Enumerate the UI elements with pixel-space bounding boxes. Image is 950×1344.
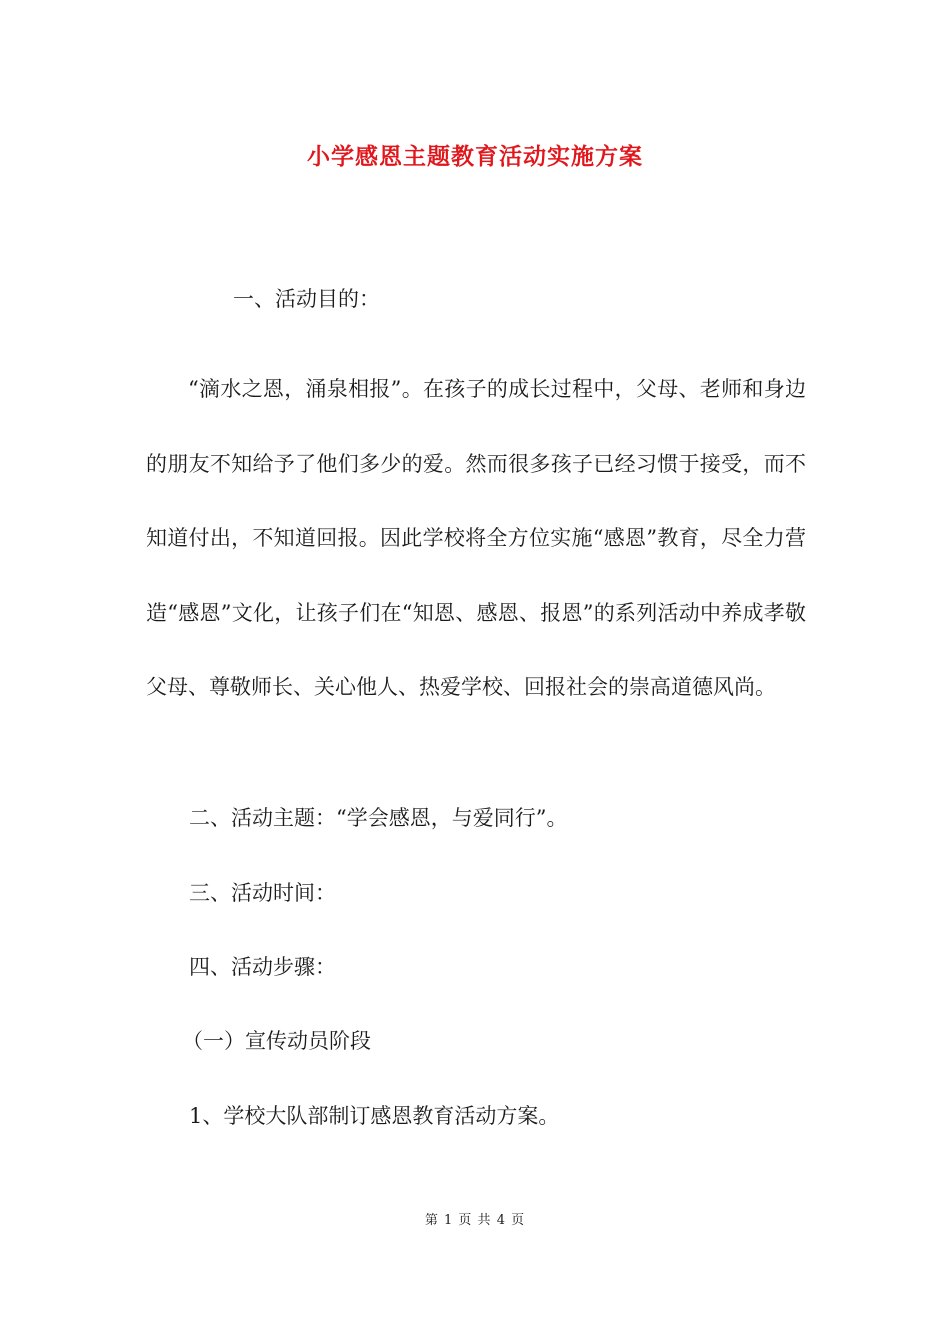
page-number: 第 1 页 共 4 页 xyxy=(424,1213,526,1228)
list-item: 1、学校大队部制订感恩教育活动方案。 xyxy=(189,1104,560,1128)
section-heading-steps: 四、活动步骤： xyxy=(189,955,336,979)
section-heading-theme: 二、活动主题：“学会感恩，与爱同行”。 xyxy=(189,806,568,830)
document-title: 小学感恩主题教育活动实施方案 xyxy=(307,143,643,170)
section-body-purpose: “滴水之恩，涌泉相报”。在孩子的成长过程中，父母、老师和身边的朋友不知给予了他们多少的爱。然而很多孩子已经习惯于接受，而不知道付出，不知道回报。因此学校将全方位实施“感恩”教育，尽全力营造“感恩”文化，让孩子们在“知恩、感恩、报恩”的系列活动中养成孝敬父母、尊敬师长、关心他人、热爱学校、回报社会的崇高道德风尚。 xyxy=(146,377,806,699)
subsection-heading-publicity: （一）宣传动员阶段 xyxy=(182,1029,371,1053)
section-heading-purpose: 一、活动目的： xyxy=(233,287,380,311)
section-heading-time: 三、活动时间： xyxy=(189,881,336,905)
